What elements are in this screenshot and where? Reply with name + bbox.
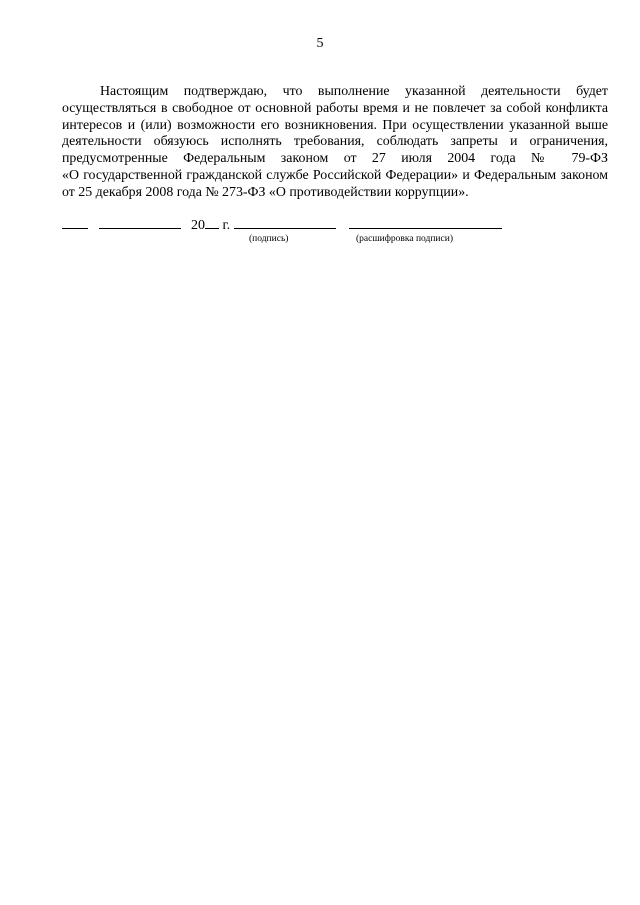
paragraph-line: деятельности обязуюсь исполнять требования, соблюдать запреты и ограничения, [62,134,608,150]
paragraph-line: «О государственной гражданской службе Российской Федерации» и Федеральным законом [62,167,608,183]
paragraph-line: от 25 декабря 2008 года № 273-ФЗ «О противодействии коррупции». [62,184,469,200]
signature-decoding-blank [349,214,502,229]
signature-blank [234,214,336,229]
paragraph-line: Настоящим подтверждаю, что выполнение указанной деятельности будет [100,84,608,99]
year-suffix: г. [222,218,231,233]
month-blank [99,214,181,229]
year-prefix: 20 [191,218,205,233]
decoding-caption: (расшифровка подписи) [356,234,453,244]
paragraph-line: осуществляться в свободное от основной работы время и не повлечет за собой конфликта [62,100,608,116]
confirmation-paragraph [62,84,608,202]
page-number: 5 [316,36,324,51]
paragraph-line: интересов и (или) возможности его возникновения. При осуществлении указанной выше [62,117,608,133]
signature-caption: (подпись) [249,234,289,244]
day-blank [62,214,88,229]
signature-row [62,214,502,234]
paragraph-line: предусмотренные Федеральным законом от 27 июля 2004 года № 79-ФЗ [62,151,608,167]
year-blank [205,214,219,229]
